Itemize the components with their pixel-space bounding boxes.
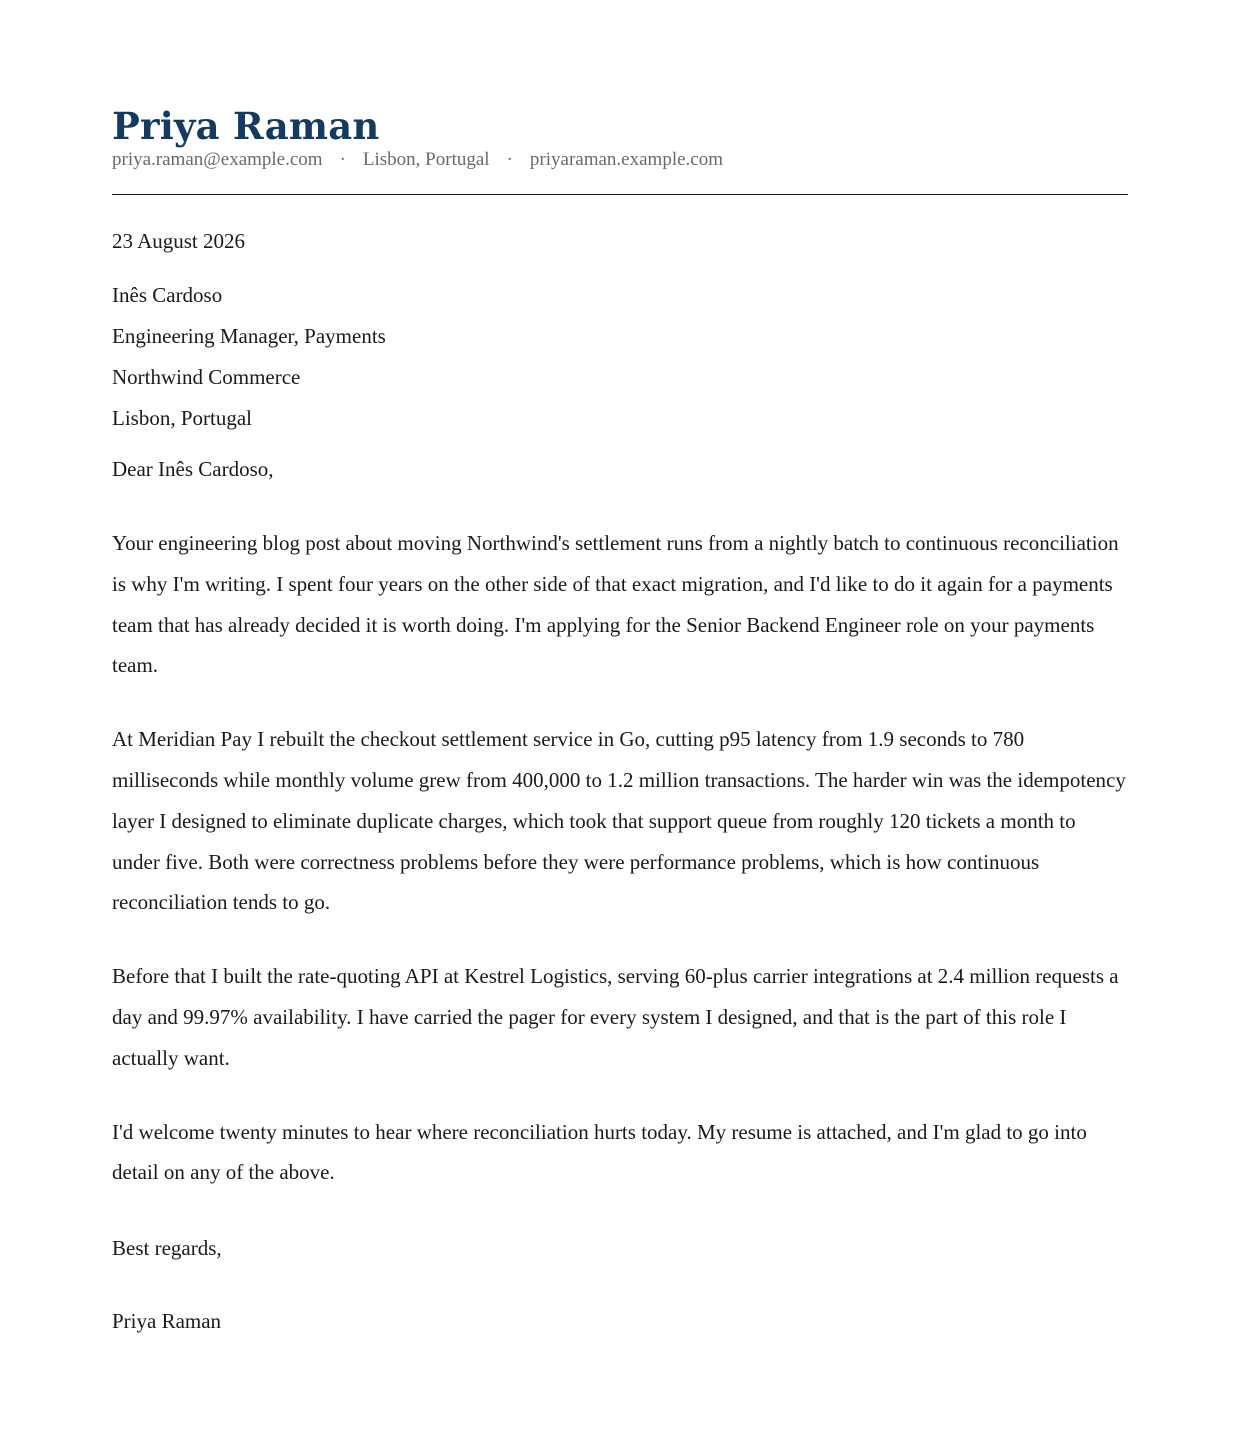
recipient-company: Northwind Commerce (112, 365, 301, 389)
contact-separator: · (506, 149, 513, 170)
body-paragraph: Your engineering blog post about moving Northwind's settlement runs from a nightly batch to continuous reconciliation is why I'm writing. I spent four years on the other side of that exact migration, and I'd like to do it again for a payments team that has already decided it is worth doing. I'm applying for the Senior Backend Engineer role on your payments team. (112, 531, 1119, 678)
contact-email: priya.raman@example.com (112, 149, 323, 170)
contact-line (112, 147, 723, 173)
contact-separator: · (339, 149, 346, 170)
sender-name: Priya Raman (112, 104, 380, 148)
body-paragraph: Before that I built the rate-quoting API at Kestrel Logistics, serving 60-plus carrier integrations at 2.4 million requests a day and 99.97% availability. I have carried the pager for every system I designed, and that is the part of this role I actually want. (112, 964, 1119, 1070)
closing: Best regards, (112, 1236, 222, 1260)
recipient-location: Lisbon, Portugal (112, 406, 252, 430)
recipient-name: Inês Cardoso (112, 283, 223, 307)
contact-website: priyaraman.example.com (529, 149, 723, 170)
letter-date: 23 August 2026 (112, 229, 246, 253)
recipient-title: Engineering Manager, Payments (112, 324, 386, 348)
body-paragraph: I'd welcome twenty minutes to hear where reconciliation hurts today. My resume is attached, and I'm glad to go into detail on any of the above. (112, 1119, 1087, 1185)
header-divider (112, 194, 1128, 195)
body-paragraph: At Meridian Pay I rebuilt the checkout settlement service in Go, cutting p95 latency from 1.9 seconds to 780 milliseconds while monthly volume grew from 400,000 to 1.2 million transactions. The harder win was the idempotency layer I designed to eliminate duplicate charges, which took that support queue from roughly 120 tickets a month to under five. Both were correctness problems before they were performance problems, which is how continuous reconciliation tends to go. (112, 727, 1126, 915)
contact-location: Lisbon, Portugal (362, 149, 490, 170)
salutation: Dear Inês Cardoso, (112, 457, 274, 481)
signature: Priya Raman (112, 1309, 222, 1333)
letter-body (112, 523, 1128, 1226)
recipient-block (112, 275, 1128, 439)
